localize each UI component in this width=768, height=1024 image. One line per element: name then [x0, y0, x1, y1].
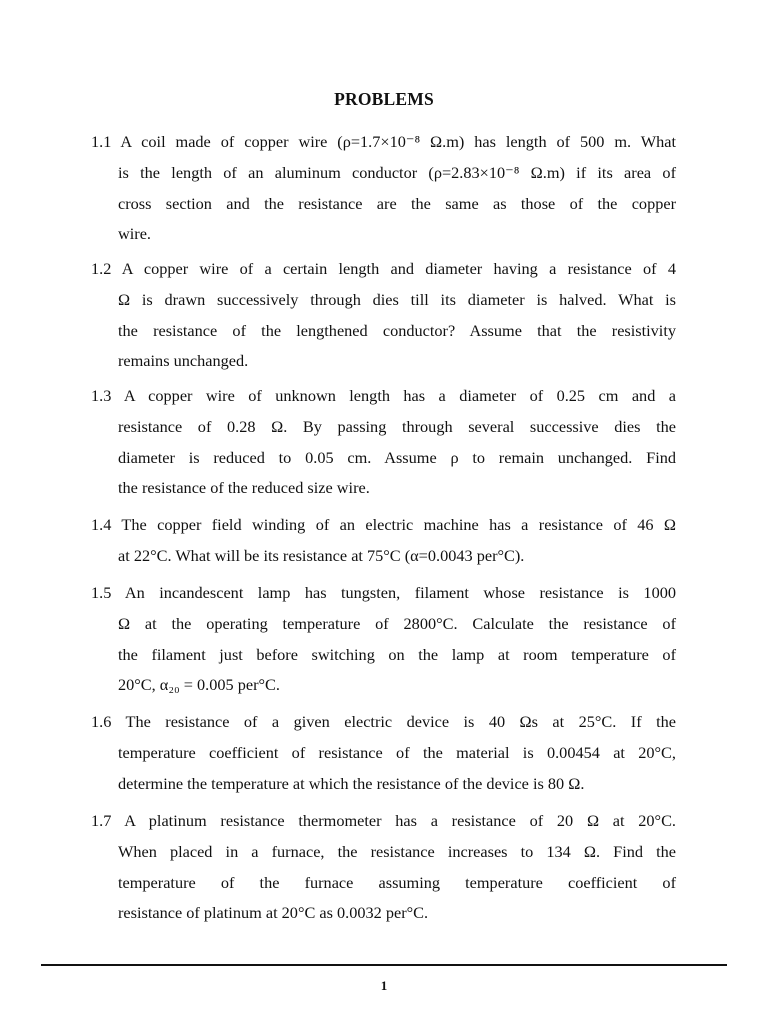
problem-line: temperature coefficient of resistance of the material is 0.00454 at 20°C,: [118, 742, 676, 762]
problem-line: 20°C, α₂₀ = 0.005 per°C.: [118, 675, 280, 695]
problem-line: diameter is reduced to 0.05 cm. Assume ρ to remain unchanged. Find: [118, 447, 676, 467]
problem-1-3: [91, 381, 676, 504]
problem-line: 1.7 A platinum resistance thermometer has a resistance of 20 Ω at 20°C.: [91, 811, 676, 830]
page-number: 1: [380, 978, 388, 993]
problem-1-2: [91, 254, 676, 377]
problem-1-7: [91, 806, 676, 929]
problem-line: When placed in a furnace, the resistance increases to 134 Ω. Find the: [118, 841, 676, 861]
problem-line: remains unchanged.: [118, 351, 249, 371]
problem-line: 1.3 A copper wire of unknown length has a diameter of 0.25 cm and a: [91, 386, 676, 405]
problem-line: the resistance of the lengthened conductor? Assume that the resistivity: [118, 320, 676, 340]
problem-line: resistance of 0.28 Ω. By passing through several successive dies the: [118, 416, 676, 436]
problem-line: resistance of platinum at 20°C as 0.0032 per°C.: [118, 903, 429, 923]
problem-1-6: [91, 707, 676, 799]
problem-line: determine the temperature at which the resistance of the device is 80 Ω.: [118, 773, 585, 793]
problem-line: Ω is drawn successively through dies till its diameter is halved. What is: [118, 289, 676, 309]
problem-line: 1.5 An incandescent lamp has tungsten, filament whose resistance is 1000: [91, 583, 676, 602]
problem-line: at 22°C. What will be its resistance at 75°C (α=0.0043 per°C).: [118, 545, 525, 565]
problem-line: the filament just before switching on the lamp at room temperature of: [118, 644, 676, 664]
problem-line: the resistance of the reduced size wire.: [118, 478, 370, 498]
page-title: PROBLEMS: [334, 89, 434, 109]
footer-divider: [41, 964, 727, 966]
problem-line: wire.: [118, 224, 151, 244]
problem-line: temperature of the furnace assuming temperature coefficient of: [118, 872, 676, 892]
problem-1-5: [91, 578, 676, 701]
problem-line: cross section and the resistance are the same as those of the copper: [118, 193, 676, 213]
problem-line: 1.4 The copper field winding of an electric machine has a resistance of 46 Ω: [91, 515, 676, 534]
problem-line: is the length of an aluminum conductor (ρ=2.83×10⁻⁸ Ω.m) if its area of: [118, 162, 676, 182]
problem-line: 1.1 A coil made of copper wire (ρ=1.7×10⁻⁸ Ω.m) has length of 500 m. What: [91, 132, 676, 151]
problem-1-1: [91, 127, 676, 250]
problem-line: Ω at the operating temperature of 2800°C. Calculate the resistance of: [118, 613, 676, 633]
problem-line: 1.6 The resistance of a given electric device is 40 Ωs at 25°C. If the: [91, 712, 676, 731]
problem-line: 1.2 A copper wire of a certain length and diameter having a resistance of 4: [91, 259, 676, 278]
problem-1-4: [91, 510, 676, 572]
